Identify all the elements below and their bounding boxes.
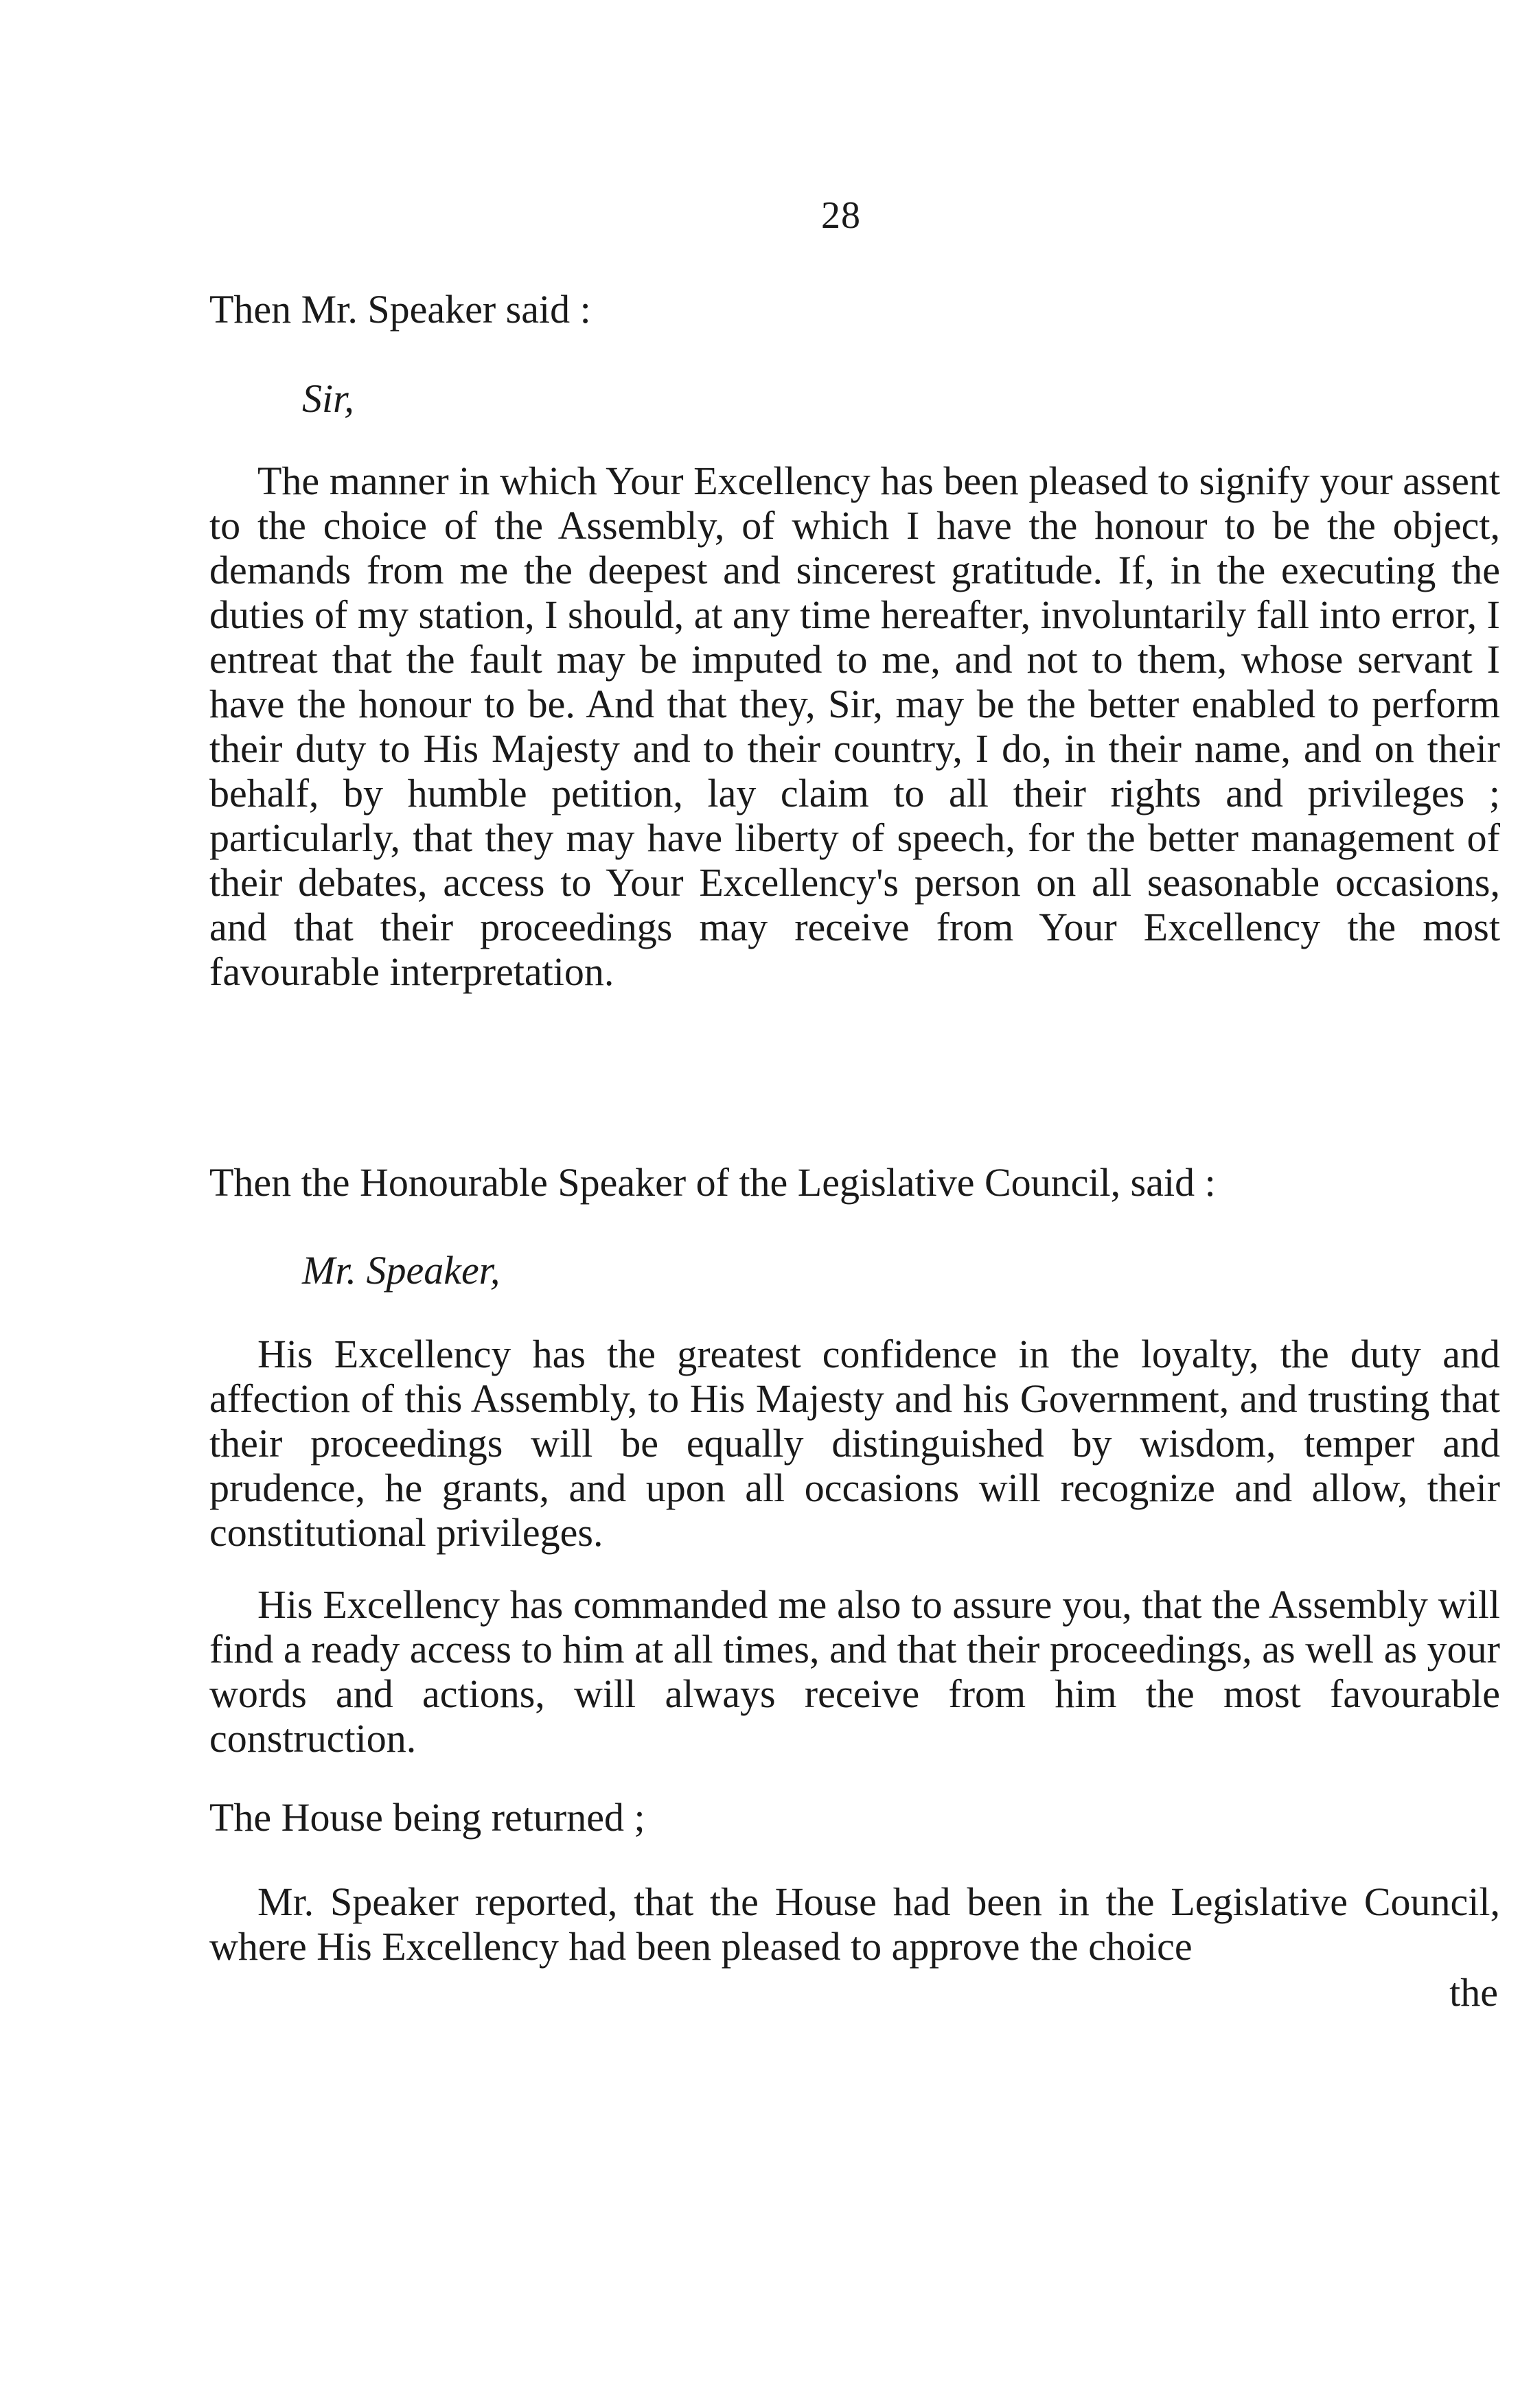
excellency-confidence-paragraph — [209, 1332, 1500, 1555]
council-speaker-heading: Then the Honourable Speaker of the Legislative Council, said : — [209, 1160, 1216, 1205]
salutation-mr-speaker: Mr. Speaker, — [302, 1248, 500, 1293]
salutation-sir: Sir, — [302, 376, 354, 421]
speaker-report-text: Mr. Speaker reported, that the House had been in the Legislative Council, where His Excellency had been pleased to approve the choice — [209, 1879, 1500, 1969]
excellency-assurance-paragraph — [209, 1582, 1500, 1761]
speaker-intro-heading: Then Mr. Speaker said : — [209, 287, 591, 332]
excellency-assurance-text: His Excellency has commanded me also to assure you, that the Assembly will find a ready access to him at all times, and that their proceedings, as well as your words and actions, will always receive from him the most favourable construction. — [209, 1582, 1500, 1761]
speaker-address-text: The manner in which Your Excellency has been pleased to signify your assent to the choice of the Assembly, of which I have the honour to be the object, demands from me the deepest and sincerest gratitude. If, in the executing the duties of my station, I should, at any time hereafter, involuntarily fall into error, I entreat that the fault may be imputed to me, and not to them, whose servant I have the honour to be. And that they, Sir, may be the better enabled to perform their duty to His Majesty and to their country, I do, in their name, and on their behalf, by humble petition, lay claim to all their rights and privileges ; particularly, that they may have liberty of speech, for the better management of their debates, access to Your Excellency's person on all seasonable occasions, and that their proceedings may receive from Your Excellency the most favourable interpretation. — [209, 459, 1500, 994]
page-number: 28 — [821, 194, 861, 237]
speaker-report-paragraph — [209, 1879, 1500, 1969]
catchword: the — [1449, 1970, 1498, 2015]
excellency-confidence-text: His Excellency has the greatest confidence in the loyalty, the duty and affection of this Assembly, to His Majesty and his Government, and trusting that their proceedings will be equally distinguished by wisdom, temper and prudence, he grants, and upon all occasions will recognize and allow, their constitutional privileges. — [209, 1332, 1500, 1555]
speaker-address-paragraph — [209, 459, 1500, 994]
house-returned-heading: The House being returned ; — [209, 1795, 645, 1840]
